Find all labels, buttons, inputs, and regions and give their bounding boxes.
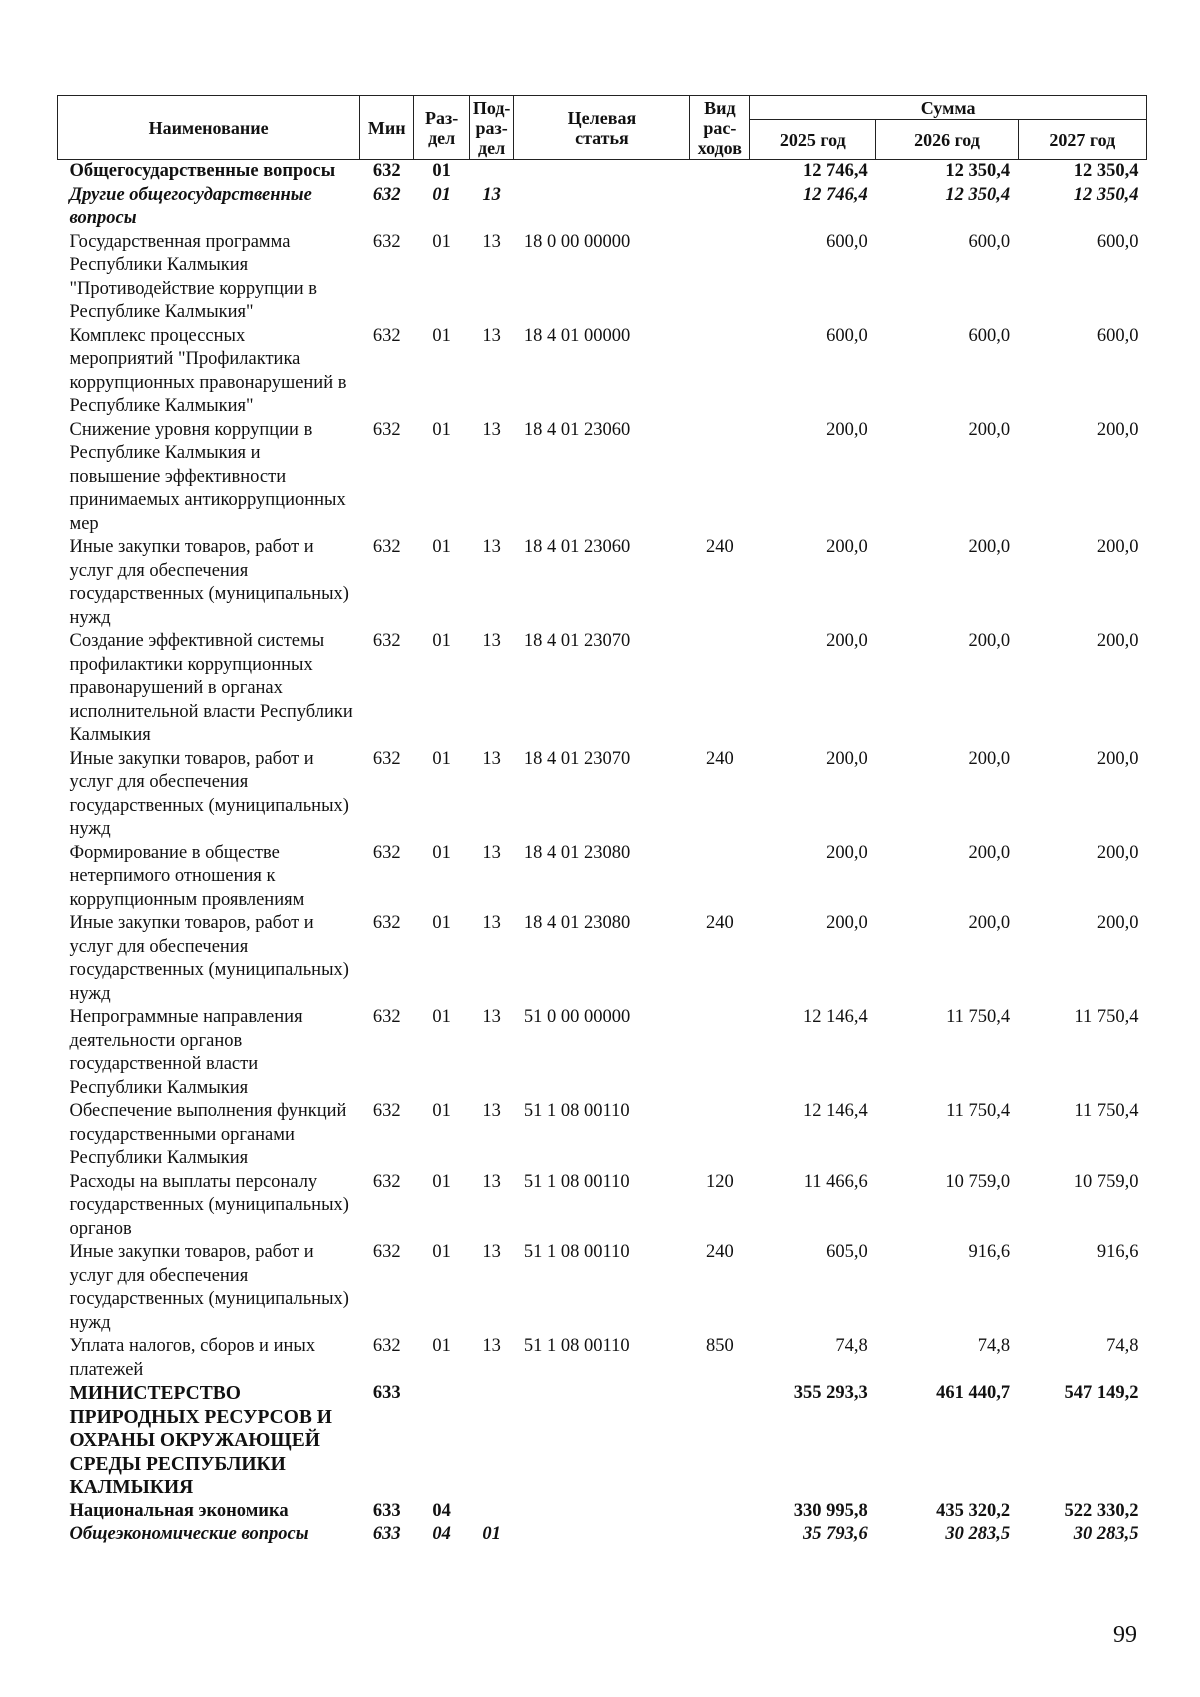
row-sum-2025: 200,0: [826, 419, 868, 440]
table-row: [58, 842, 1147, 913]
row-sum-2026: 461 440,7: [936, 1383, 1011, 1403]
table-row: [58, 1335, 1147, 1382]
row-podrazdel: [469, 160, 514, 184]
row-name: Иные закупки товаров, работ и услуг для обеспечения государственных (муниципальных) нужд: [69, 748, 349, 839]
row-razdel: 01: [432, 1007, 451, 1027]
row-podrazdel: 13: [482, 1171, 501, 1192]
row-razdel: 01: [432, 419, 451, 440]
row-name: Общеэкономические вопросы: [69, 1524, 309, 1544]
header-name: Наименование: [58, 96, 360, 160]
header-razdel-line1: Раз-: [425, 107, 459, 128]
row-razdel: 01: [432, 231, 451, 252]
row-vid: 240: [705, 913, 734, 933]
row-vid: 120: [705, 1171, 734, 1192]
row-razdel: 01: [432, 537, 451, 557]
row-sum-2026: 600,0: [968, 325, 1011, 346]
row-sum-2026: 30 283,5: [945, 1524, 1011, 1544]
row-target: [514, 184, 690, 231]
header-podrazdel-line3: дел: [478, 137, 506, 158]
row-target: [514, 1523, 690, 1547]
row-sum-2025: 12 146,4: [803, 1007, 868, 1027]
row-sum-2026: 74,8: [977, 1336, 1011, 1356]
header-target: [514, 96, 690, 160]
row-min: 633: [372, 1524, 401, 1544]
row-sum-2026: 600,0: [968, 231, 1011, 252]
header-razdel-line2: дел: [428, 127, 456, 148]
row-sum-2025: 200,0: [826, 537, 868, 557]
row-sum-2025: 355 293,3: [793, 1383, 868, 1403]
row-razdel: 01: [432, 1336, 451, 1356]
row-min: 632: [372, 161, 401, 181]
row-min: 632: [372, 537, 401, 557]
row-podrazdel: 01: [482, 1524, 501, 1544]
row-sum-2025: 35 793,6: [803, 1524, 868, 1544]
row-sum-2027: 522 330,2: [1064, 1500, 1139, 1521]
table-row: [58, 325, 1147, 419]
row-target: 51 1 08 00110: [523, 1336, 630, 1356]
row-target: 51 0 00 00000: [523, 1007, 631, 1027]
row-min: 632: [372, 1171, 401, 1192]
page-number: 99: [1113, 1622, 1137, 1648]
row-sum-2027: 12 350,4: [1073, 184, 1139, 205]
budget-table: [57, 95, 1147, 1547]
row-vid: [690, 842, 750, 913]
row-vid: [690, 419, 750, 537]
table-row: [58, 1500, 1147, 1524]
row-name: Уплата налогов, сборов и иных платежей: [69, 1336, 316, 1380]
row-vid: [690, 1382, 750, 1500]
row-razdel: 01: [432, 1101, 451, 1121]
row-vid: [690, 325, 750, 419]
row-vid: [690, 1100, 750, 1171]
row-min: 632: [372, 184, 401, 205]
row-min: 632: [372, 325, 401, 346]
row-name: Обеспечение выполнения функций государственными органами Республики Калмыкия: [69, 1101, 347, 1168]
row-sum-2025: 605,0: [826, 1242, 868, 1262]
row-sum-2026: 12 350,4: [945, 161, 1011, 181]
row-vid: 240: [705, 537, 734, 557]
row-vid: [690, 1500, 750, 1524]
table-row: [58, 748, 1147, 842]
row-sum-2027: 200,0: [1096, 842, 1139, 863]
row-target: 51 1 08 00110: [523, 1242, 630, 1262]
row-name: Государственная программа Республики Калмыкия "Противодействие коррупции в Республике Калмыкия": [69, 231, 318, 322]
table-row: [58, 1523, 1147, 1547]
row-razdel: 01: [432, 1242, 451, 1262]
row-sum-2027: 10 759,0: [1073, 1171, 1139, 1192]
row-razdel: 01: [432, 913, 451, 933]
row-vid: [690, 1006, 750, 1100]
row-podrazdel: 13: [482, 1336, 501, 1356]
row-min: 632: [372, 1007, 401, 1027]
row-podrazdel: 13: [482, 1242, 501, 1262]
row-podrazdel: 13: [482, 419, 501, 440]
table-row: [58, 419, 1147, 537]
row-name: Формирование в обществе нетерпимого отношения к коррупционным проявлениям: [69, 842, 305, 910]
row-sum-2026: 11 750,4: [946, 1101, 1011, 1121]
row-vid: [690, 231, 750, 325]
row-razdel: 01: [432, 748, 451, 769]
row-podrazdel: 13: [482, 748, 501, 769]
row-sum-2027: 600,0: [1096, 325, 1139, 346]
row-podrazdel: 13: [482, 913, 501, 933]
row-sum-2026: 200,0: [968, 419, 1011, 440]
row-sum-2025: 200,0: [826, 748, 868, 769]
row-razdel: 04: [432, 1500, 451, 1521]
row-target: [514, 1500, 690, 1524]
row-sum-2025: 200,0: [826, 913, 868, 933]
row-min: 633: [372, 1383, 401, 1403]
row-sum-2026: 200,0: [968, 631, 1011, 651]
row-sum-2027: 30 283,5: [1073, 1524, 1139, 1544]
row-name: Непрограммные направления деятельности органов государственной власти Республики Калмыкия: [69, 1007, 303, 1098]
row-podrazdel: 13: [482, 1101, 501, 1121]
row-name: Национальная экономика: [69, 1500, 289, 1521]
row-sum-2025: 200,0: [826, 842, 868, 863]
row-podrazdel: 13: [482, 537, 501, 557]
row-sum-2025: 12 746,4: [803, 184, 868, 205]
header-vid: [690, 96, 750, 160]
header-podrazdel-line1: Под-: [472, 97, 511, 118]
row-name: Другие общегосударственные вопросы: [69, 184, 312, 228]
row-sum-2026: 200,0: [968, 842, 1011, 863]
row-razdel: 01: [432, 842, 451, 863]
row-target: 18 4 01 23060: [523, 419, 631, 440]
row-sum-2025: 330 995,8: [793, 1500, 868, 1521]
row-vid: [690, 630, 750, 748]
row-sum-2027: 74,8: [1106, 1336, 1139, 1356]
row-sum-2027: 200,0: [1096, 419, 1139, 440]
row-name: Иные закупки товаров, работ и услуг для обеспечения государственных (муниципальных) нужд: [69, 537, 349, 628]
row-sum-2026: 12 350,4: [945, 184, 1011, 205]
row-target: 18 0 00 00000: [523, 231, 631, 252]
row-razdel: [414, 1382, 469, 1500]
header-year-2025: 2025 год: [750, 120, 876, 160]
row-target: 18 4 01 23060: [523, 537, 631, 557]
row-name: Создание эффективной системы профилактики коррупционных правонарушений в органах исполнительной власти Республики Калмыкия: [69, 631, 353, 745]
row-vid: 240: [705, 748, 734, 769]
row-sum-2027: 200,0: [1096, 631, 1139, 651]
row-vid: [690, 1523, 750, 1547]
row-podrazdel: 13: [482, 184, 501, 205]
row-min: 632: [372, 631, 401, 651]
table-header: [58, 96, 1147, 160]
table-row: [58, 912, 1147, 1006]
row-sum-2026: 200,0: [968, 913, 1011, 933]
row-min: 632: [372, 231, 401, 252]
row-podrazdel: [469, 1382, 514, 1500]
row-razdel: 01: [432, 184, 451, 205]
table-row: [58, 1100, 1147, 1171]
row-sum-2027: 200,0: [1096, 913, 1139, 933]
header-razdel: [414, 96, 469, 160]
row-sum-2027: 11 750,4: [1074, 1007, 1139, 1027]
header-target-line2: статья: [575, 127, 629, 148]
row-target: [514, 1382, 690, 1500]
row-podrazdel: 13: [482, 842, 501, 863]
row-min: 632: [372, 419, 401, 440]
header-min: Мин: [360, 96, 414, 160]
row-name: Расходы на выплаты персоналу государственных (муниципальных) органов: [69, 1171, 349, 1239]
row-sum-2026: 916,6: [968, 1242, 1011, 1262]
row-sum-2027: 200,0: [1096, 748, 1139, 769]
row-target: 18 4 01 00000: [523, 325, 631, 346]
row-vid: 850: [705, 1336, 734, 1356]
row-min: 633: [372, 1500, 401, 1521]
header-year-2026: 2026 год: [876, 120, 1018, 160]
header-podrazdel-line2: раз-: [475, 117, 508, 138]
row-podrazdel: 13: [482, 325, 501, 346]
table-row: [58, 1241, 1147, 1335]
row-sum-2025: 74,8: [835, 1336, 868, 1356]
table-row: [58, 184, 1147, 231]
row-name: МИНИСТЕРСТВО ПРИРОДНЫХ РЕСУРСОВ И ОХРАНЫ ОКРУЖАЮЩЕЙ СРЕДЫ РЕСПУБЛИКИ КАЛМЫКИЯ: [69, 1383, 332, 1498]
row-razdel: 01: [432, 631, 451, 651]
table-row: [58, 231, 1147, 325]
row-name: Комплекс процессных мероприятий "Профилактика коррупционных правонарушений в Республике Калмыкия": [69, 325, 347, 416]
row-podrazdel: 13: [482, 631, 501, 651]
table-row: [58, 1382, 1147, 1500]
row-sum-2027: 600,0: [1096, 231, 1139, 252]
row-target: 18 4 01 23080: [523, 842, 631, 863]
table-row: [58, 1006, 1147, 1100]
row-sum-2025: 12 146,4: [803, 1101, 868, 1121]
row-sum-2027: 11 750,4: [1074, 1101, 1139, 1121]
row-target: 18 4 01 23070: [523, 631, 631, 651]
row-min: 632: [372, 748, 401, 769]
table-body: [58, 160, 1147, 1547]
table-row: [58, 1171, 1147, 1242]
row-sum-2027: 200,0: [1096, 537, 1139, 557]
table-row: [58, 160, 1147, 184]
row-sum-2025: 600,0: [826, 231, 868, 252]
header-vid-line1: Вид: [704, 97, 736, 118]
row-target: [514, 160, 690, 184]
row-min: 632: [372, 1242, 401, 1262]
row-sum-2026: 200,0: [968, 748, 1011, 769]
header-target-line1: Целевая: [567, 107, 637, 128]
row-podrazdel: [469, 1500, 514, 1524]
row-razdel: 01: [432, 161, 451, 181]
header-vid-line2: рас-: [703, 117, 737, 138]
row-razdel: 01: [432, 1171, 451, 1192]
row-target: 51 1 08 00110: [523, 1101, 630, 1121]
header-podrazdel: [469, 96, 514, 160]
row-min: 632: [372, 913, 401, 933]
header-year-2027: 2027 год: [1018, 120, 1146, 160]
header-vid-line3: ходов: [697, 137, 742, 158]
row-vid: 240: [705, 1242, 734, 1262]
header-sum: Сумма: [750, 96, 1147, 120]
row-vid: [690, 184, 750, 231]
table-row: [58, 630, 1147, 748]
row-sum-2027: 916,6: [1096, 1242, 1139, 1262]
row-vid: [690, 160, 750, 184]
row-razdel: 01: [432, 325, 451, 346]
row-sum-2026: 10 759,0: [945, 1171, 1011, 1192]
row-sum-2026: 435 320,2: [936, 1500, 1011, 1521]
row-sum-2025: 11 466,6: [803, 1171, 868, 1192]
row-razdel: 04: [432, 1524, 451, 1544]
row-podrazdel: 13: [482, 1007, 501, 1027]
row-name: Общегосударственные вопросы: [69, 161, 336, 181]
row-sum-2027: 12 350,4: [1073, 161, 1139, 181]
row-sum-2025: 600,0: [826, 325, 868, 346]
row-name: Снижение уровня коррупции в Республике Калмыкия и повышение эффективности принимаемых антикоррупционных мер: [69, 419, 346, 534]
row-sum-2025: 200,0: [826, 631, 868, 651]
row-name: Иные закупки товаров, работ и услуг для обеспечения государственных (муниципальных) нужд: [69, 1242, 349, 1333]
row-target: 18 4 01 23070: [523, 748, 631, 769]
table-row: [58, 536, 1147, 630]
row-sum-2026: 11 750,4: [946, 1007, 1011, 1027]
row-podrazdel: 13: [482, 231, 501, 252]
row-min: 632: [372, 1101, 401, 1121]
row-target: 51 1 08 00110: [523, 1171, 630, 1192]
row-sum-2026: 200,0: [968, 537, 1011, 557]
row-sum-2027: 547 149,2: [1064, 1383, 1139, 1403]
row-sum-2025: 12 746,4: [803, 161, 868, 181]
row-min: 632: [372, 1336, 401, 1356]
row-name: Иные закупки товаров, работ и услуг для обеспечения государственных (муниципальных) нужд: [69, 913, 349, 1004]
row-target: 18 4 01 23080: [523, 913, 631, 933]
row-min: 632: [372, 842, 401, 863]
